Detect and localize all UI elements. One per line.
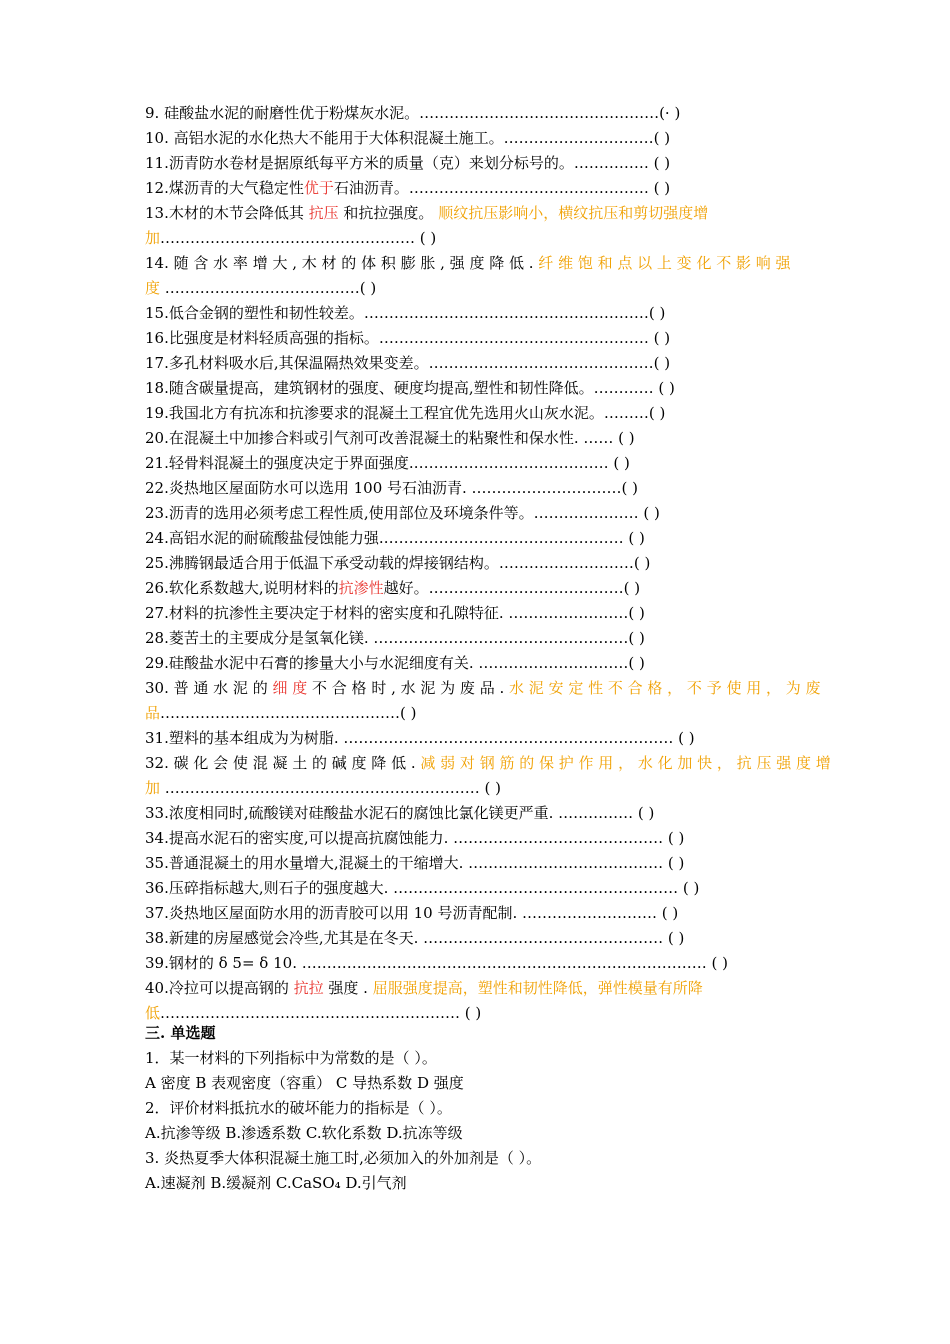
question-text: 11.沥青防水卷材是据原纸每平方米的质量（克）来划分标号的。…………… ( ) xyxy=(145,154,671,172)
question-line-q31 xyxy=(145,729,810,748)
question-text: 39.钢材的 δ 5= δ 10. ……………………………………………………………………… ( ) xyxy=(145,954,728,972)
answer-note: 低 xyxy=(145,1004,161,1022)
answer-note: 减 弱 对 钢 筋 的 保 护 作 用 ， 水 化 加 快 ， 抗 压 强 度 增 xyxy=(420,754,831,772)
question-text: 37.炎热地区屋面防水用的沥青胶可以用 10 号沥青配制. ……………………… ( ) xyxy=(145,904,679,922)
question-text: 36.压碎指标越大,则石子的强度越大. ………………………………………………… ( ) xyxy=(145,879,700,897)
question-text: 13.木材的木节会降低其 xyxy=(145,204,309,222)
question-text: 30. 普 通 水 泥 的 xyxy=(145,679,273,697)
question-text: 33.浓度相同时,硫酸镁对硅酸盐水泥石的腐蚀比氯化镁更严重. …………… ( ) xyxy=(145,804,655,822)
question-line-q12 xyxy=(145,179,810,198)
mc-question: 3. 炎热夏季大体积混凝土施工时,必须加入的外加剂是（ ）。 xyxy=(145,1149,542,1167)
question-line-q30a xyxy=(145,679,821,698)
question-text: ……………………………………………………… ( ) xyxy=(160,779,502,797)
highlighted-term: 抗渗性 xyxy=(338,579,384,597)
question-line-q29 xyxy=(145,654,810,673)
question-line-q18 xyxy=(145,379,810,398)
question-line-q39 xyxy=(145,954,810,973)
question-text: 15.低合金钢的塑性和韧性较差。…………………………………………………( ) xyxy=(145,304,666,322)
question-text: 越好。…………………………………( ) xyxy=(383,579,641,597)
question-line-q36 xyxy=(145,879,810,898)
question-text: 20.在混凝土中加掺合料或引气剂可改善混凝土的粘聚性和保水性. …… ( ) xyxy=(145,429,635,447)
question-line-q11 xyxy=(145,154,810,173)
answer-note: 品 xyxy=(145,704,161,722)
question-text: 40.冷拉可以提高钢的 xyxy=(145,979,294,997)
question-text: 27.材料的抗渗性主要决定于材料的密实度和孔隙特征. ……………………( ) xyxy=(145,604,645,622)
answer-note: 度 xyxy=(145,279,161,297)
question-line-q40b xyxy=(145,1004,810,1023)
question-line-q10 xyxy=(145,129,810,148)
answer-note: 顺纹抗压影响小，横纹抗压和剪切强度增 xyxy=(438,204,709,222)
question-text: 34.提高水泥石的密实度,可以提高抗腐蚀能力. …………………………………… ( ) xyxy=(145,829,685,847)
highlighted-term: 抗压 xyxy=(308,204,339,222)
question-text: 和抗拉强度。 xyxy=(338,204,439,222)
question-line-q35 xyxy=(145,854,810,873)
question-text: …………………………………………( ) xyxy=(160,704,417,722)
question-text: …………………………………( ) xyxy=(160,279,377,297)
question-text: 26.软化系数越大,说明材料的 xyxy=(145,579,339,597)
question-line-q16 xyxy=(145,329,810,348)
mc-question: 1．某一材料的下列指标中为常数的是（ ）。 xyxy=(145,1049,437,1067)
question-line-q25 xyxy=(145,554,810,573)
question-line-q33 xyxy=(145,804,810,823)
highlighted-term: 优于 xyxy=(303,179,334,197)
question-line-q28 xyxy=(145,629,810,648)
question-line-q22 xyxy=(145,479,810,498)
question-line-q14b xyxy=(145,279,810,298)
highlighted-term: 抗拉 xyxy=(293,979,324,997)
question-text: 强度 . xyxy=(323,979,373,997)
question-text: 石油沥青。………………………………………… ( ) xyxy=(333,179,671,197)
question-text: 12.煤沥青的大气稳定性 xyxy=(145,179,304,197)
mc-options: A.抗渗等级 B.渗透系数 C.软化系数 D.抗冻等级 xyxy=(145,1124,463,1142)
highlighted-term: 细 度 xyxy=(272,679,308,697)
question-text: 24.高铝水泥的耐硫酸盐侵蚀能力强.………………………………………… ( ) xyxy=(145,529,645,547)
question-text: 35.普通混凝土的用水量增大,混凝土的干缩增大. ………………………………… ( ) xyxy=(145,854,685,872)
question-line-q9 xyxy=(145,104,810,123)
question-text: …………………………………………………… ( ) xyxy=(160,1004,482,1022)
mc-options: A 密度 B 表观密度（容重） C 导热系数 D 强度 xyxy=(145,1074,464,1092)
question-text: 17.多孔材料吸水后,其保温隔热效果变差。………………………………………( ) xyxy=(145,354,671,372)
question-line-q23 xyxy=(145,504,810,523)
question-line-q40a xyxy=(145,979,810,998)
mc-question: 2．评价材料抵抗水的破坏能力的指标是（ ）。 xyxy=(145,1099,452,1117)
question-line-q27 xyxy=(145,604,810,623)
question-line-q17 xyxy=(145,354,810,373)
question-line-q38 xyxy=(145,929,810,948)
question-line-q26 xyxy=(145,579,810,598)
question-text: 25.沸腾钢最适合用于低温下承受动载的焊接钢结构。………………………( ) xyxy=(145,554,651,572)
question-line-q34 xyxy=(145,829,810,848)
question-text: 10. 高铝水泥的水化热大不能用于大体积混凝土施工。…………………………( ) xyxy=(145,129,671,147)
question-line-q14a xyxy=(145,254,810,273)
question-line-q30b xyxy=(145,704,810,723)
question-line-q21 xyxy=(145,454,810,473)
question-line-q24 xyxy=(145,529,810,548)
question-text: 31.塑料的基本组成为为树脂. ………………………………………………………… ( ) xyxy=(145,729,695,747)
question-text: 32. 碳 化 会 使 混 凝 土 的 碱 度 降 低 . xyxy=(145,754,421,772)
question-line-q13a xyxy=(145,204,810,223)
question-text: 21.轻骨料混凝土的强度决定于界面强度.………………………………… ( ) xyxy=(145,454,630,472)
answer-note: 水 泥 安 定 性 不 合 格 ， 不 予 使 用 ， 为 废 xyxy=(509,679,821,697)
question-text: 28.菱苦土的主要成分是氢氧化镁. ……………………………………………( ) xyxy=(145,629,645,647)
answer-note: 加 xyxy=(145,779,161,797)
question-text: 14. 随 含 水 率 增 大 , 木 材 的 体 积 膨 胀 , 强 度 降 低 . xyxy=(145,254,539,272)
question-text: 19.我国北方有抗冻和抗渗要求的混凝土工程宜优先选用火山灰水泥。………( ) xyxy=(145,404,666,422)
question-line-q19 xyxy=(145,404,810,423)
question-line-q37 xyxy=(145,904,810,923)
question-line-q32a xyxy=(145,754,831,773)
answer-note: 屈服强度提高，塑性和韧性降低，弹性模量有所降 xyxy=(372,979,703,997)
question-text: 16.比强度是材料轻质高强的指标。……………………………………………… ( ) xyxy=(145,329,671,347)
question-text: 38.新建的房屋感觉会冷些,尤其是在冬天. ………………………………………… ( ) xyxy=(145,929,685,947)
question-text: 29.硅酸盐水泥中石膏的掺量大小与水泥细度有关. …………………………( ) xyxy=(145,654,645,672)
question-line-q20 xyxy=(145,429,810,448)
answer-note: 纤 维 饱 和 点 以 上 变 化 不 影 响 强 xyxy=(538,254,791,272)
question-text: 22.炎热地区屋面防水可以选用 100 号石油沥青. …………………………( ) xyxy=(145,479,639,497)
mc-options: A.速凝剂 B.缓凝剂 C.CaSO₄ D.引气剂 xyxy=(145,1174,407,1192)
answer-note: 加 xyxy=(145,229,161,247)
question-text: 23.沥青的选用必须考虑工程性质,使用部位及环境条件等。………………… ( ) xyxy=(145,504,660,522)
question-text: 不 合 格 时 , 水 泥 为 废 品 . xyxy=(307,679,510,697)
question-line-q32b xyxy=(145,779,810,798)
question-text: 9. 硅酸盐水泥的耐磨性优于粉煤灰水泥。…………………………………………(· ) xyxy=(145,104,681,122)
question-line-q13b xyxy=(145,229,810,248)
question-text: 18.随含碳量提高，建筑钢材的强度、硬度均提高,塑性和韧性降低。………… ( ) xyxy=(145,379,675,397)
section-heading: 三. 单选题 xyxy=(145,1024,216,1042)
question-text: …………………………………………… ( ) xyxy=(160,229,437,247)
question-line-q15 xyxy=(145,304,810,323)
